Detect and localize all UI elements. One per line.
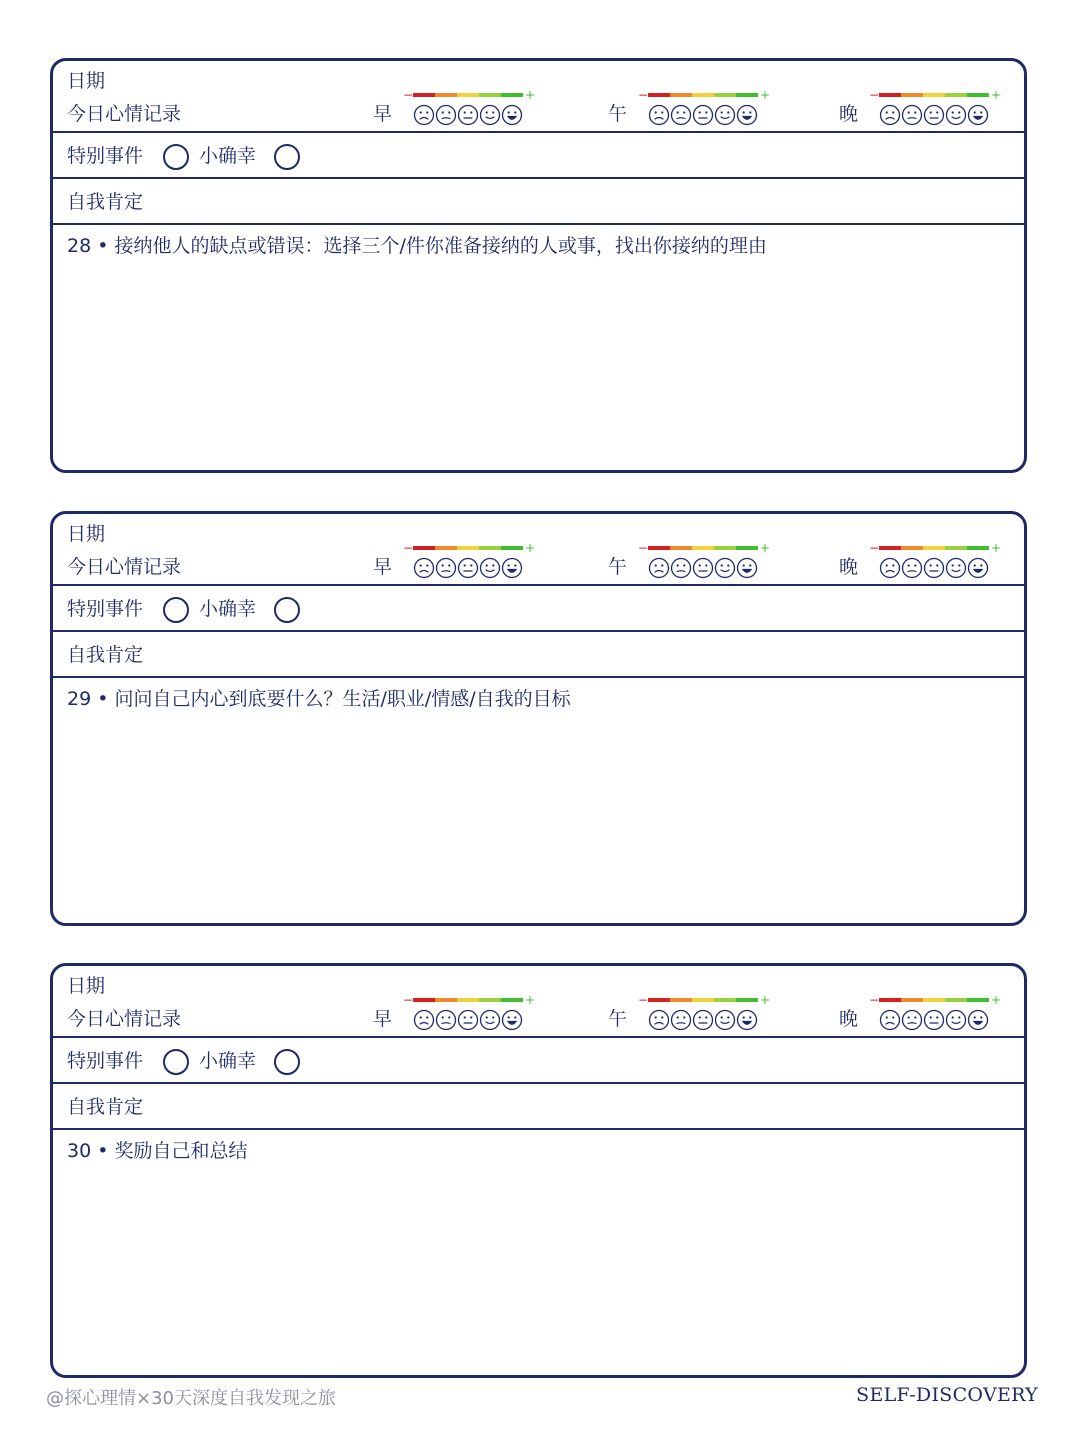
slot-label: 早	[373, 556, 393, 578]
slot-label: 晚	[839, 1008, 859, 1030]
affirmation-label: 自我肯定	[67, 191, 144, 213]
mood-record-label: 今日心情记录	[67, 556, 182, 578]
special-event-label: 特别事件	[67, 1050, 144, 1072]
affirmation-label: 自我肯定	[67, 644, 144, 666]
special-event-label: 特别事件	[67, 598, 144, 620]
minus-sign: −	[869, 541, 880, 555]
special-event-checkbox[interactable]	[163, 597, 189, 623]
minus-sign: −	[638, 88, 649, 102]
mood-bar-segment	[945, 93, 967, 97]
morning-mood-slot	[373, 993, 536, 1036]
mood-scale[interactable]	[638, 993, 771, 1034]
happy-face-icon[interactable]	[738, 106, 757, 125]
very-sad-face-icon[interactable]	[881, 559, 900, 578]
journal-entry-card	[50, 58, 1027, 473]
affirmation-row[interactable]	[53, 632, 1024, 678]
happy-face-icon[interactable]	[738, 559, 757, 578]
small-joy-checkbox[interactable]	[274, 144, 300, 170]
mood-bar-segment	[413, 998, 435, 1002]
smile-face-icon[interactable]	[947, 106, 966, 125]
neutral-face-icon[interactable]	[694, 559, 713, 578]
small-joy-label: 小确幸	[199, 145, 257, 167]
mood-bar-segment	[457, 93, 479, 97]
neutral-face-icon[interactable]	[694, 106, 713, 125]
minus-sign: −	[403, 88, 414, 102]
small-joy-label: 小确幸	[199, 598, 257, 620]
mood-bar-segment	[967, 546, 989, 550]
mood-scale[interactable]	[403, 88, 536, 129]
mood-bar-segment	[945, 546, 967, 550]
happy-face-icon[interactable]	[503, 1011, 522, 1030]
special-event-checkbox[interactable]	[163, 1049, 189, 1075]
header-row	[53, 966, 1024, 1038]
mood-bar-segment	[923, 93, 945, 97]
mood-bar-segment	[692, 93, 714, 97]
sad-face-icon[interactable]	[903, 1011, 922, 1030]
mood-bar-segment	[714, 93, 736, 97]
mood-scale[interactable]	[638, 541, 771, 582]
slot-label: 午	[608, 556, 628, 578]
smile-face-icon[interactable]	[481, 1011, 500, 1030]
affirmation-label: 自我肯定	[67, 1096, 144, 1118]
mood-bar-segment	[692, 998, 714, 1002]
sad-face-icon[interactable]	[437, 559, 456, 578]
sad-face-icon[interactable]	[903, 559, 922, 578]
footer-brand: SELF-DISCOVERY	[856, 1384, 1038, 1406]
mood-bar-segment	[413, 93, 435, 97]
neutral-face-icon[interactable]	[925, 1011, 944, 1030]
minus-sign: −	[869, 88, 880, 102]
small-joy-checkbox[interactable]	[274, 597, 300, 623]
minus-sign: −	[869, 993, 880, 1007]
mood-record-label: 今日心情记录	[67, 1008, 182, 1030]
very-sad-face-icon[interactable]	[881, 106, 900, 125]
very-sad-face-icon[interactable]	[650, 1011, 669, 1030]
sad-face-icon[interactable]	[672, 106, 691, 125]
mood-bar-segment	[879, 546, 901, 550]
sad-face-icon[interactable]	[672, 559, 691, 578]
neutral-face-icon[interactable]	[925, 106, 944, 125]
very-sad-face-icon[interactable]	[650, 106, 669, 125]
date-label: 日期	[67, 70, 106, 92]
evening-mood-slot	[839, 88, 1002, 131]
slot-label: 早	[373, 1008, 393, 1030]
smile-face-icon[interactable]	[947, 559, 966, 578]
date-label: 日期	[67, 523, 106, 545]
mood-scale[interactable]	[403, 993, 536, 1034]
footer-credit: @探心理情×30天深度自我发现之旅	[46, 1388, 336, 1409]
small-joy-checkbox[interactable]	[274, 1049, 300, 1075]
mood-bar-segment	[923, 546, 945, 550]
mood-bar-segment	[479, 546, 501, 550]
slot-label: 晚	[839, 556, 859, 578]
plus-sign: +	[991, 993, 1002, 1007]
mood-scale[interactable]	[869, 541, 1002, 582]
mood-bar-segment	[670, 93, 692, 97]
neutral-face-icon[interactable]	[694, 1011, 713, 1030]
evening-mood-slot	[839, 993, 1002, 1036]
mood-bar-segment	[435, 93, 457, 97]
special-event-row	[53, 586, 1024, 632]
sad-face-icon[interactable]	[437, 1011, 456, 1030]
very-sad-face-icon[interactable]	[881, 1011, 900, 1030]
mood-bar-segment	[736, 998, 758, 1002]
smile-face-icon[interactable]	[716, 1011, 735, 1030]
mood-bar-segment	[670, 546, 692, 550]
mood-bar-segment	[648, 998, 670, 1002]
special-event-row	[53, 1038, 1024, 1084]
mood-bar-segment	[435, 546, 457, 550]
smile-face-icon[interactable]	[947, 1011, 966, 1030]
mood-bar-segment	[714, 546, 736, 550]
smile-face-icon[interactable]	[716, 106, 735, 125]
mood-scale[interactable]	[869, 993, 1002, 1034]
happy-face-icon[interactable]	[969, 106, 988, 125]
mood-bar-segment	[714, 998, 736, 1002]
happy-face-icon[interactable]	[969, 1011, 988, 1030]
journal-entry-card	[50, 511, 1027, 926]
neutral-face-icon[interactable]	[459, 1011, 478, 1030]
mood-bar-segment	[648, 546, 670, 550]
plus-sign: +	[991, 541, 1002, 555]
afternoon-mood-slot	[608, 993, 771, 1036]
mood-bar-segment	[501, 93, 523, 97]
affirmation-row[interactable]	[53, 179, 1024, 225]
affirmation-row[interactable]	[53, 1084, 1024, 1130]
mood-bar-segment	[435, 998, 457, 1002]
slot-label: 晚	[839, 103, 859, 125]
plus-sign: +	[525, 541, 536, 555]
morning-mood-slot	[373, 88, 536, 131]
mood-scale[interactable]	[638, 88, 771, 129]
minus-sign: −	[403, 541, 414, 555]
smile-face-icon[interactable]	[481, 106, 500, 125]
mood-bar-segment	[670, 998, 692, 1002]
mood-bar-segment	[945, 998, 967, 1002]
mood-bar-segment	[479, 998, 501, 1002]
mood-bar-segment	[901, 998, 923, 1002]
mood-bar-segment	[736, 93, 758, 97]
sad-face-icon[interactable]	[903, 106, 922, 125]
very-sad-face-icon[interactable]	[415, 106, 434, 125]
plus-sign: +	[525, 88, 536, 102]
special-event-row	[53, 133, 1024, 179]
mood-bar-segment	[479, 93, 501, 97]
sad-face-icon[interactable]	[437, 106, 456, 125]
slot-label: 早	[373, 103, 393, 125]
special-event-checkbox[interactable]	[163, 144, 189, 170]
mood-bar-segment	[879, 93, 901, 97]
prompt-text: 28 • 接纳他人的缺点或错误：选择三个/件你准备接纳的人或事，找出你接纳的理由	[67, 235, 767, 257]
mood-bar-segment	[967, 93, 989, 97]
neutral-face-icon[interactable]	[925, 559, 944, 578]
plus-sign: +	[525, 993, 536, 1007]
happy-face-icon[interactable]	[503, 106, 522, 125]
smile-face-icon[interactable]	[481, 559, 500, 578]
mood-bar-segment	[901, 93, 923, 97]
slot-label: 午	[608, 1008, 628, 1030]
morning-mood-slot	[373, 541, 536, 584]
header-row	[53, 514, 1024, 586]
mood-bar-segment	[457, 546, 479, 550]
happy-face-icon[interactable]	[738, 1011, 757, 1030]
mood-bar-segment	[648, 93, 670, 97]
mood-record-label: 今日心情记录	[67, 103, 182, 125]
mood-bar-segment	[901, 546, 923, 550]
evening-mood-slot	[839, 541, 1002, 584]
very-sad-face-icon[interactable]	[415, 559, 434, 578]
slot-label: 午	[608, 103, 628, 125]
minus-sign: −	[403, 993, 414, 1007]
mood-scale[interactable]	[869, 88, 1002, 129]
mood-bar-segment	[967, 998, 989, 1002]
mood-bar-segment	[457, 998, 479, 1002]
mood-bar-segment	[923, 998, 945, 1002]
plus-sign: +	[760, 88, 771, 102]
small-joy-label: 小确幸	[199, 1050, 257, 1072]
mood-bar-segment	[736, 546, 758, 550]
very-sad-face-icon[interactable]	[415, 1011, 434, 1030]
mood-bar-segment	[692, 546, 714, 550]
neutral-face-icon[interactable]	[459, 106, 478, 125]
minus-sign: −	[638, 993, 649, 1007]
prompt-text: 29 • 问问自己内心到底要什么？生活/职业/情感/自我的目标	[67, 688, 571, 710]
afternoon-mood-slot	[608, 541, 771, 584]
afternoon-mood-slot	[608, 88, 771, 131]
special-event-label: 特别事件	[67, 145, 144, 167]
prompt-text: 30 • 奖励自己和总结	[67, 1140, 248, 1162]
date-label: 日期	[67, 975, 106, 997]
mood-scale[interactable]	[403, 541, 536, 582]
smile-face-icon[interactable]	[716, 559, 735, 578]
plus-sign: +	[991, 88, 1002, 102]
happy-face-icon[interactable]	[969, 559, 988, 578]
mood-bar-segment	[879, 998, 901, 1002]
minus-sign: −	[638, 541, 649, 555]
plus-sign: +	[760, 541, 771, 555]
very-sad-face-icon[interactable]	[650, 559, 669, 578]
happy-face-icon[interactable]	[503, 559, 522, 578]
neutral-face-icon[interactable]	[459, 559, 478, 578]
sad-face-icon[interactable]	[672, 1011, 691, 1030]
mood-bar-segment	[501, 546, 523, 550]
plus-sign: +	[760, 993, 771, 1007]
mood-bar-segment	[501, 998, 523, 1002]
journal-entry-card	[50, 963, 1027, 1378]
header-row	[53, 61, 1024, 133]
mood-bar-segment	[413, 546, 435, 550]
